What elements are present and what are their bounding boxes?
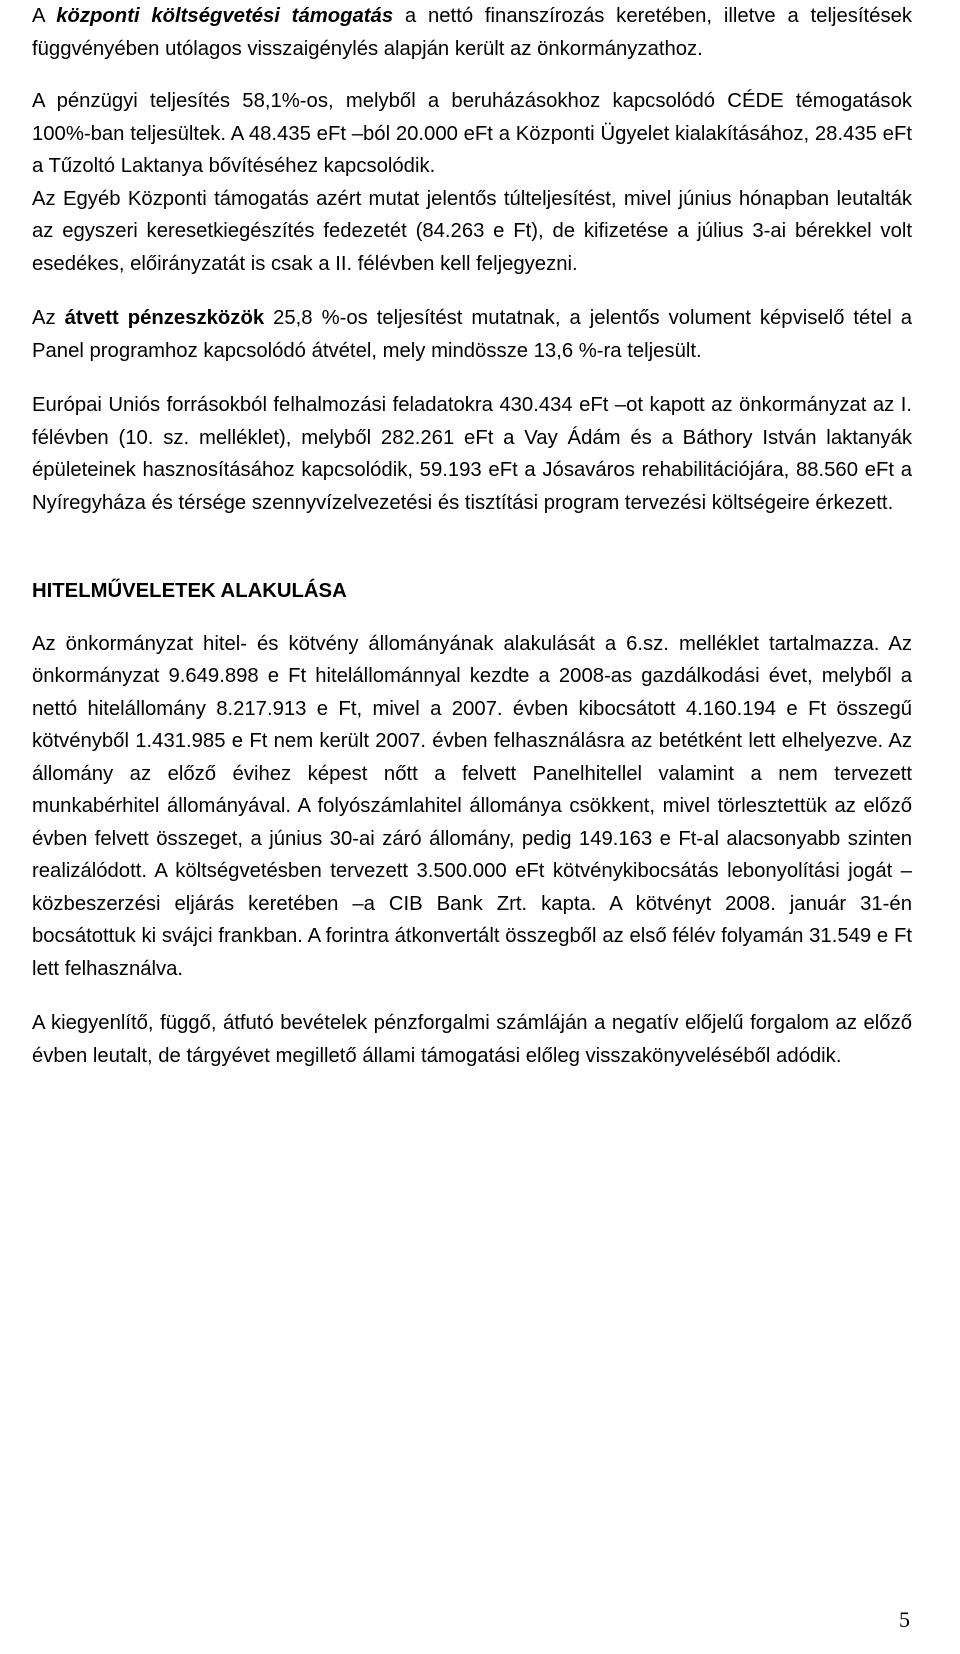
paragraph-balancing-revenues: A kiegyenlítő, függő, átfutó bevételek pénzforgalmi számláján a negatív előjelű forgalom az előző évben leutalt, de tárgyévet megillető állami támogatási előleg visszakönyveléséből adódik.: [32, 1012, 912, 1067]
paragraph-received-funds: [32, 302, 912, 367]
p1-prefix: A: [32, 5, 57, 27]
p4-emphasis: átvett pénzeszközök: [64, 307, 265, 329]
page-number: 5: [899, 1607, 910, 1632]
p1-rest: a nettó finanszírozás keretében, illetve a teljesítések függvényében utólagos visszaigénylés alapján került az önkormányzathoz.: [32, 5, 912, 60]
paragraph-loan-operations: Az önkormányzat hitel- és kötvény állományának alakulását a 6.sz. melléklet tartalmazza. Az önkormányzat 9.649.898 e Ft hitelállománnyal kezdte a 2008-as gazdálkodási évet, melyből a nettó hitelállomány 8.217.913 e Ft, mivel a 2007. évben kibocsátott 4.160.194 e Ft összegű kötvényből 1.431.985 e Ft nem került 2007. évben felhasználásra az betétként lett elhelyezve. Az állomány az előző évihez képest nőtt a felvett Panelhitellel valamint a nem tervezett munkabérhitel állományával. A folyószámlahitel állománya csökkent, mivel törlesztettük az előző évben felvett összeget, a június 30-ai záró állomány, pedig 149.163 e Ft-al alacsonyabb szinten realizálódott. A költségvetésben tervezett 3.500.000 eFt kötvénykibocsátás lebonyolítási jogát –közbeszerzési eljárás keretében –a CIB Bank Zrt. kapta. A kötvényt 2008. január 31-én bocsátottuk ki svájci frankban. A forintra átkonvertált összegből az első félév folyamán 31.549 e Ft lett felhasználva.: [32, 632, 912, 980]
document-page: [32, 0, 912, 1072]
section-heading: HITELMŰVELETEK ALAKULÁSA: [32, 580, 347, 602]
paragraph-central-budget-support: [32, 0, 912, 65]
p1-emphasis: központi költségvetési támogatás: [56, 5, 394, 27]
p4-rest: 25,8 %-os teljesítést mutatnak, a jelentős volument képviselő tétel a Panel programhoz kapcsolódó átvétel, mely mindössze 13,6 %-ra teljesült.: [32, 307, 913, 362]
paragraph-financial-performance: A pénzügyi teljesítés 58,1%-os, melyből a beruházásokhoz kapcsolódó CÉDE témogatások 100%-ban teljesültek. A 48.435 eFt –ból 20.000 eFt a Központi Ügyelet kialakításához, 28.435 eFt a Tűzoltó Laktanya bővítéséhez kapcsolódik.: [32, 90, 912, 177]
paragraph-eu-funds: Európai Uniós forrásokból felhalmozási feladatokra 430.434 eFt –ot kapott az önkormányzat az I. félévben (10. sz. melléklet), melyből 282.261 eFt a Vay Ádám és a Báthory István laktanyák épületeinek hasznosításához kapcsolódik, 59.193 eFt a Jósaváros rehabilitációjára, 88.560 eFt a Nyíregyháza és térsége szennyvízelvezetési és tisztítási program tervezési költségeire érkezett.: [32, 394, 912, 514]
paragraph-other-central-support: Az Egyéb Központi támogatás azért mutat jelentős túlteljesítést, mivel június hónapban leutalták az egyszeri keresetkiegészítés fedezetét (84.263 e Ft), de kifizetése a július 3-ai bérekkel volt esedékes, előirányzatát is csak a II. félévben kell feljegyezni.: [32, 187, 912, 275]
p4-prefix: Az: [32, 307, 65, 329]
